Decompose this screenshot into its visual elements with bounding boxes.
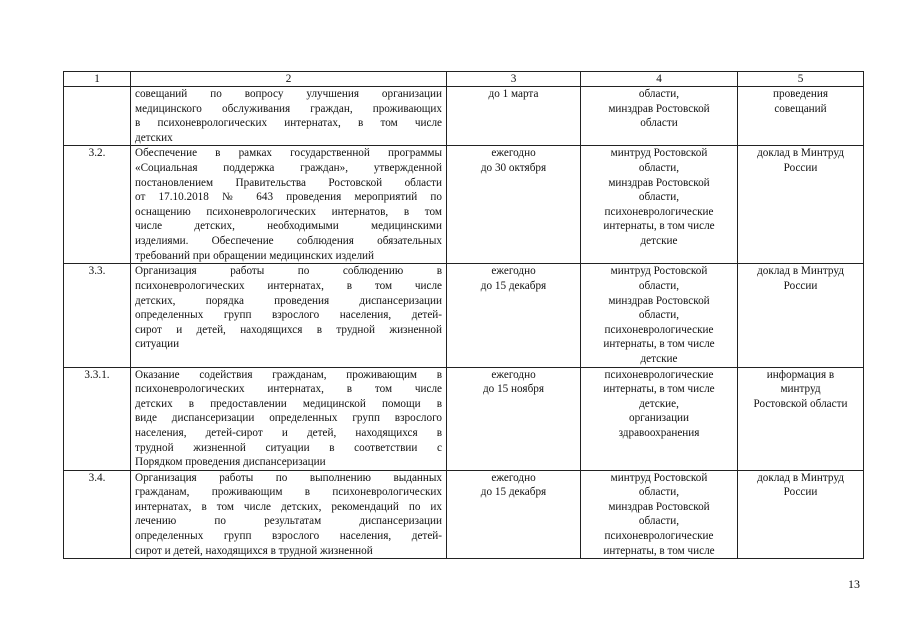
table-row [64,264,864,367]
responsible-executors-line: интернаты, в том числе [603,544,715,557]
measure-description-line: Обеспечение в рамках государственной программы [135,147,442,160]
responsible-executors-line: минздрав Ростовской [608,102,710,115]
result-form-line: проведения [773,88,828,100]
result-form [738,367,864,470]
responsible-executors [581,470,738,559]
responsible-executors-line: области, [638,279,680,292]
item-number: 3.4. [64,470,131,559]
result-form-line: доклад в Минтруд [757,471,844,484]
measure-description-line: психоневрологических интернатах, в том числе [135,279,442,292]
responsible-executors-line: детские, [639,397,679,410]
column-number-5: 5 [738,72,864,87]
result-form-line: информация в [766,368,835,381]
measure-description-line: сирот и детей, находящихся в трудной жизненной [135,544,373,557]
deadline-cell-line: ежегодно [491,265,536,278]
measure-description [131,146,447,264]
responsible-executors-line: минтруд Ростовской [610,147,708,160]
responsible-executors-line: детские [640,352,678,365]
measure-description-line: от 17.10.2018 № 643 проведения мероприятий по [135,191,442,204]
measure-description-line: числе детских, необходимыми медицинскими [135,220,442,233]
measure-description-line: сирот и детей, находящихся в трудной жизненной [135,323,442,336]
measure-description-line: гражданам, проживающим в психоневрологических [135,486,442,499]
responsible-executors-line: минтруд Ростовской [610,471,708,484]
responsible-executors-line: минздрав Ростовской [608,500,710,513]
measure-description-line: психоневрологических интернатах, в том числе [135,383,442,396]
measure-description [131,87,447,146]
table-row [64,146,864,264]
item-number: 3.3.1. [64,367,131,470]
responsible-executors-line: области, [638,309,680,322]
table-row [64,367,864,470]
responsible-executors-line: психоневрологические [604,323,714,336]
measure-description-line: определенных групп взрослого населения, детей- [135,309,442,322]
responsible-executors-line: организации [628,412,690,425]
column-number-3: 3 [447,72,581,87]
result-form [738,146,864,264]
measure-description-line: Порядком проведения диспансеризации [135,456,326,469]
measure-description-line: постановлением Правительства Ростовской области [135,176,442,189]
responsible-executors-line: области [640,117,678,130]
measure-description [131,470,447,559]
measure-description-line: интернатах, в том числе детских, рекомендаций по их [135,500,442,513]
responsible-executors-line: психоневрологические [604,368,714,381]
responsible-executors-line: области, [638,161,680,174]
deadline-cell-line: ежегодно [491,147,536,160]
measure-description [131,367,447,470]
responsible-executors-line: психоневрологические [604,530,714,543]
result-form-line: доклад в Минтруд [757,147,844,160]
responsible-executors-line: минздрав Ростовской [608,294,710,307]
measure-description-line: ситуации [135,338,180,351]
responsible-executors-line: области, [638,515,680,528]
page-number: 13 [848,577,860,591]
result-form [738,470,864,559]
plan-table [63,71,864,559]
deadline-cell [447,264,581,367]
result-form [738,264,864,367]
measure-description-line: населения, детей-сирот и детей, находящихся в [135,426,442,439]
deadline-cell [447,470,581,559]
measure-description-line: определенных групп взрослого населения, детей- [135,530,442,543]
table-header-row [64,72,864,87]
measure-description-line: Организация работы по выполнению выданных [135,471,442,484]
column-number-4: 4 [581,72,738,87]
column-number-2: 2 [131,72,447,87]
table-row [64,87,864,146]
result-form-line: России [783,486,818,499]
measure-description-line: требований при обращении медицинских изделий [135,249,375,262]
measure-description-line: совещаний по вопросу улучшения организации [135,88,442,100]
table-row [64,470,864,559]
responsible-executors-line: области, [638,486,680,499]
responsible-executors-line: интернаты, в том числе [603,383,715,396]
measure-description-line: оснащению психоневрологических интернатов, в том [135,205,442,218]
deadline-cell-line: до 1 марта [488,88,539,100]
result-form [738,87,864,146]
measure-description-line: детских [135,131,173,144]
table-body [64,87,864,559]
responsible-executors [581,367,738,470]
result-form-line: России [783,279,818,292]
deadline-cell-line: ежегодно [491,368,536,381]
measure-description-line: трудной жизненной ситуации в соответствии с [135,441,442,454]
deadline-cell-line: до 15 декабря [480,279,547,292]
measure-description [131,264,447,367]
responsible-executors-line: психоневрологические [604,205,714,218]
measure-description-line: изделиями. Обеспечение соблюдения обязательных [135,234,442,247]
responsible-executors-line: интернаты, в том числе [603,338,715,351]
responsible-executors [581,146,738,264]
responsible-executors-line: минздрав Ростовской [608,176,710,189]
responsible-executors-line: здравоохранения [618,426,700,439]
measure-description-line: виде диспансеризации определенных групп взрослого [135,412,442,425]
measure-description-line: Оказание содействия гражданам, проживающим в [135,368,442,381]
measure-description-line: «Социальная поддержка граждан», утвержденной [135,161,442,174]
responsible-executors [581,264,738,367]
measure-description-line: лечению по результатам диспансеризации [135,515,442,528]
result-form-line: Ростовской области [753,397,848,410]
responsible-executors [581,87,738,146]
responsible-executors-line: минтруд Ростовской [610,265,708,278]
responsible-executors-line: области, [638,88,680,100]
measure-description-line: в психоневрологических интернатах, в том числе [135,117,442,130]
responsible-executors-line: детские [640,234,678,247]
result-form-line: России [783,161,818,174]
measure-description-line: медицинского обслуживания граждан, проживающих [135,102,442,115]
result-form-line: минтруд [780,383,821,396]
result-form-line: доклад в Минтруд [757,265,844,278]
result-form-line: совещаний [774,102,827,115]
deadline-cell-line: до 15 ноября [482,383,544,396]
measure-description-line: детских, порядка проведения диспансеризации [135,294,442,307]
item-number: 3.2. [64,146,131,264]
deadline-cell [447,87,581,146]
measure-description-line: Организация работы по соблюдению в [135,265,442,278]
responsible-executors-line: области, [638,191,680,204]
deadline-cell-line: до 30 октября [480,161,547,174]
responsible-executors-line: интернаты, в том числе [603,220,715,233]
column-number-1: 1 [64,72,131,87]
measure-description-line: детских в предоставлении медицинской помощи в [135,397,442,410]
deadline-cell [447,146,581,264]
deadline-cell-line: ежегодно [491,471,536,484]
deadline-cell [447,367,581,470]
item-number [64,87,131,146]
deadline-cell-line: до 15 декабря [480,486,547,499]
item-number: 3.3. [64,264,131,367]
